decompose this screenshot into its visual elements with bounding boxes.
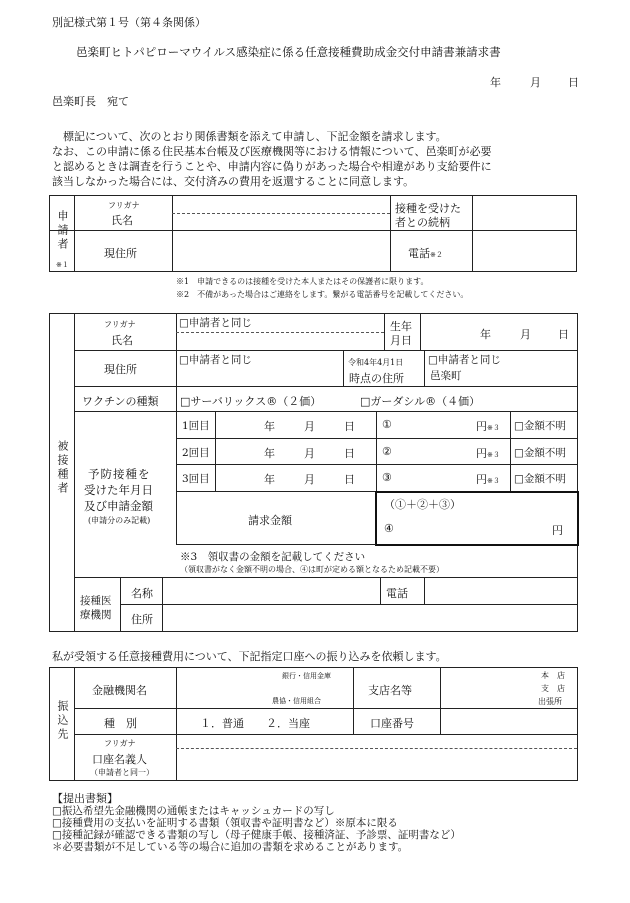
- clinic-label: 接種医: [80, 595, 112, 607]
- date-day[interactable]: 日: [568, 76, 579, 89]
- document-item: □接種記録が確認できる書類の写し（母子健康手帳、接種済証、予診票、証明書など）: [52, 829, 461, 841]
- form-number: 別記様式第１号（第４条関係）: [52, 16, 206, 29]
- intro-line: と認めるときは調査を行うことや、申請内容に偽りがあった場合や相違があり支給要件に: [52, 160, 492, 173]
- note-2: ※2 不備があった場合はご連絡をします。繋がる電話番号を記載してください。: [176, 290, 469, 299]
- branch-type-3[interactable]: 出張所: [538, 697, 562, 706]
- recipient-name-field[interactable]: [179, 334, 379, 348]
- dose-label: 予防接種を: [88, 467, 151, 481]
- clinic-name-label: 名称: [131, 587, 153, 600]
- dose-2-day[interactable]: 日: [344, 447, 355, 460]
- dose-3-day[interactable]: 日: [344, 473, 355, 486]
- clinic-address-label: 住所: [131, 613, 153, 626]
- applicant-phone-field[interactable]: [476, 236, 572, 266]
- address-same-checkbox[interactable]: □申請者と同じ: [179, 354, 252, 366]
- dose-3-num: ③: [382, 471, 392, 484]
- addressee: 邑楽町長 宛て: [52, 95, 129, 108]
- clinic-phone-field[interactable]: [428, 580, 573, 602]
- document-item: □接種費用の支払いを証明する書類（領収書や証明書など）※原本に限る: [52, 817, 398, 829]
- dose-3-month[interactable]: 月: [304, 473, 315, 486]
- document-item: ＊必要書類が不足している等の場合に追加の書類を求めることがあります。: [52, 841, 409, 853]
- institution-label: 金融機関名: [92, 684, 147, 697]
- institution-field[interactable]: [180, 680, 276, 696]
- holder-label: 口座名義人: [92, 753, 147, 766]
- holder-furigana-field[interactable]: [180, 737, 572, 747]
- clinic-label-2: 療機関: [80, 609, 112, 621]
- intro-line: なお、この申請に係る住民基本台帳及び医療機関等における情報について、邑楽町が必要: [52, 145, 492, 158]
- dose-3-label: 3回目: [182, 473, 210, 485]
- applicant-address-field[interactable]: [176, 236, 386, 266]
- recipient-label: 被接種者: [56, 440, 69, 496]
- dose-1-label: 1回目: [182, 420, 210, 432]
- dose-1-month[interactable]: 月: [304, 420, 315, 433]
- clinic-name-field[interactable]: [166, 580, 376, 602]
- account-type-label: 種 別: [104, 717, 137, 730]
- holder-note: （申請者と同一）: [90, 768, 154, 777]
- recipient-address-field[interactable]: [179, 368, 339, 383]
- recipient-name-label: 氏名: [111, 334, 133, 347]
- branch-field[interactable]: [444, 680, 524, 696]
- applicant-name-field[interactable]: [176, 215, 386, 229]
- applicant-address-label: 現住所: [104, 247, 137, 260]
- birth-day[interactable]: 日: [558, 328, 569, 341]
- birth-month[interactable]: 月: [520, 328, 531, 341]
- branch-label: 支店名等: [368, 684, 412, 697]
- relation-field[interactable]: [476, 198, 572, 228]
- account-number-label: 口座番号: [370, 717, 414, 730]
- account-number-field[interactable]: [444, 712, 572, 730]
- transfer-intro: 私が受領する任意接種費用について、下記指定口座への振り込みを依頼します。: [52, 650, 447, 663]
- applicant-furigana-field[interactable]: [176, 198, 386, 212]
- intro-line: 該当しなかった場合には、交付済みの費用を返還することに同意します。: [52, 175, 415, 188]
- dose-2-num: ②: [382, 445, 392, 458]
- note-1: ※1 申請できるのは接種を受けた本人またはその保護者に限ります。: [176, 277, 429, 286]
- dose-1-num: ①: [382, 418, 392, 431]
- r4-same-checkbox[interactable]: □申請者と同じ: [428, 354, 501, 366]
- note-3: ※3 領収書の金額を記載してください: [180, 551, 366, 563]
- r4-town: 邑楽町: [430, 370, 462, 382]
- form-title: 邑楽町ヒトパピローマウイルス感染症に係る任意接種費助成金交付申請書兼請求書: [76, 45, 501, 59]
- intro-line: 標記について、次のとおり関係書類を添えて申請し、下記金額を請求します。: [52, 130, 447, 143]
- holder-name-field[interactable]: [180, 752, 572, 776]
- date-month[interactable]: 月: [530, 76, 541, 89]
- bank-type-2[interactable]: 農協・信用組合: [272, 697, 321, 705]
- dose-2-amount[interactable]: 円※３: [476, 447, 500, 460]
- claim-yen: 円: [552, 524, 563, 537]
- vaccine-cervarix-checkbox[interactable]: □サーバリックス®（２価）: [180, 395, 322, 408]
- vaccine-gardasil-checkbox[interactable]: □ガーダシル®（４価）: [360, 395, 481, 408]
- bank-label: 振込先: [56, 700, 69, 742]
- name-same-checkbox[interactable]: □申請者と同じ: [179, 317, 252, 329]
- relation-label-2: 者との続柄: [395, 216, 450, 229]
- branch-type-1[interactable]: 本 店: [541, 671, 565, 680]
- dose-2-label: 2回目: [182, 447, 210, 459]
- dose-label-3: 及び申請金額: [84, 499, 153, 513]
- applicant-phone-label: 電話※２: [408, 247, 443, 260]
- document-item: □振込希望先金融機関の通帳またはキャッシュカードの写し: [52, 805, 335, 817]
- r4-address-label: 令和4年4月1日: [348, 358, 404, 367]
- dose-label-2: 受けた年月日: [84, 483, 153, 497]
- vaccine-label: ワクチンの種類: [82, 395, 159, 408]
- dose-3-unknown-checkbox[interactable]: □金額不明: [514, 473, 566, 485]
- holder-furigana-label: フリガナ: [104, 739, 136, 748]
- branch-type-2[interactable]: 支 店: [541, 684, 565, 693]
- dose-1-unknown-checkbox[interactable]: □金額不明: [514, 420, 566, 432]
- dose-3-amount[interactable]: 円※３: [476, 473, 500, 486]
- dose-2-month[interactable]: 月: [304, 447, 315, 460]
- dose-note: (申請分のみ記載): [88, 516, 151, 525]
- dose-2-year[interactable]: 年: [264, 447, 275, 460]
- dose-1-day[interactable]: 日: [344, 420, 355, 433]
- note-3-detail: （領収書がなく金額不明の場合、④は町が定める額となるため記載不要）: [180, 565, 444, 574]
- applicant-note-mark: ※１: [56, 261, 69, 269]
- birth-label-2: 月日: [390, 334, 412, 347]
- relation-label: 接種を受けた: [395, 202, 461, 215]
- recipient-furigana-label: フリガナ: [104, 320, 136, 329]
- clinic-address-field[interactable]: [166, 607, 571, 629]
- applicant-name-label: 氏名: [111, 214, 133, 227]
- date-year[interactable]: 年: [490, 76, 501, 89]
- documents-title: 【提出書類】: [52, 792, 118, 805]
- r4-address-label-2: 時点の住所: [349, 372, 404, 385]
- claim-label: 請求金額: [248, 514, 292, 527]
- dose-2-unknown-checkbox[interactable]: □金額不明: [514, 447, 566, 459]
- account-type-options[interactable]: １．普通 ２．当座: [200, 717, 310, 730]
- bank-type-1[interactable]: 銀行・信用金庫: [282, 672, 331, 680]
- dose-1-year[interactable]: 年: [264, 420, 275, 433]
- dose-3-year[interactable]: 年: [264, 473, 275, 486]
- dose-1-amount[interactable]: 円※３: [476, 420, 500, 433]
- recipient-address-label: 現住所: [104, 363, 137, 376]
- clinic-phone-label: 電話: [386, 587, 408, 600]
- applicant-furigana-label: フリガナ: [108, 201, 140, 210]
- applicant-label: 申請者: [56, 210, 69, 252]
- birth-label: 生年: [390, 320, 412, 333]
- claim-formula: （①＋②＋③）: [384, 498, 461, 511]
- claim-num: ④: [384, 522, 394, 535]
- birth-year[interactable]: 年: [480, 328, 491, 341]
